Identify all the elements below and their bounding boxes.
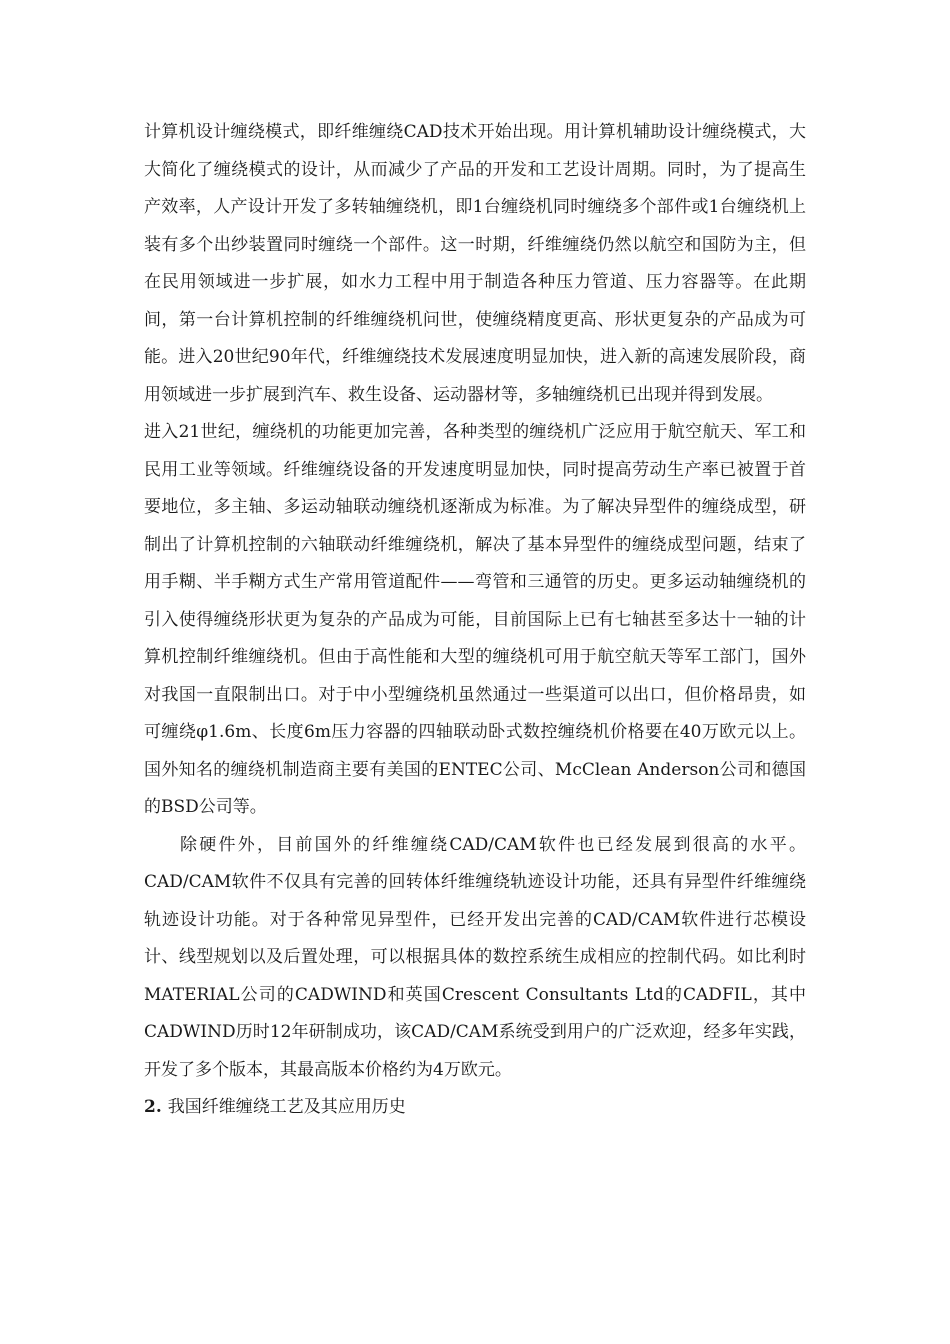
section-number: 2.: [144, 1097, 162, 1117]
paragraph-cad-history: 计算机设计缠绕模式，即纤维缠绕CAD技术开始出现。用计算机辅助设计缠绕模式，大大简化了缠绕模式的设计，从而减少了产品的开发和工艺设计周期。同时，为了提高生产效率，人产设计开发了多转轴缠绕机，即1台缠绕机同时缠绕多个部件或1台缠绕机上装有多个出纱装置同时缠绕一个部件。这一时期，纤维缠绕仍然以航空和国防为主，但在民用领域进一步扩展，如水力工程中用于制造各种压力管道、压力容器等。在此期间，第一台计算机控制的纤维缠绕机问世，使缠绕精度更高、形状更复杂的产品成为可能。进入20世纪90年代，纤维缠绕技术发展速度明显加快，进入新的高速发展阶段，商用领域进一步扩展到汽车、救生设备、运动器材等，多轴缠绕机已出现并得到发展。: [144, 122, 806, 405]
document-body: [144, 114, 806, 1127]
paragraph-software: 除硬件外，目前国外的纤维缠绕CAD/CAM软件也已经发展到很高的水平。CAD/CAM软件不仅具有完善的回转体纤维缠绕轨迹设计功能，还具有异型件纤维缠绕轨迹设计功能。对于各种常见异型件，已经开发出完善的CAD/CAM软件进行芯模设计、线型规划以及后置处理，可以根据具体的数控系统生成相应的控制代码。如比利时MATERIAL公司的CADWIND和英国Crescent Consultants Ltd的CADFIL，其中CADWIND历时12年研制成功，该CAD/CAM系统受到用户的广泛欢迎，经多年实践，开发了多个版本，其最高版本价格约为4万欧元。: [144, 834, 806, 1080]
paragraph-21st-century: 进入21世纪，缠绕机的功能更加完善，各种类型的缠绕机广泛应用于航空航天、军工和民用工业等领域。纤维缠绕设备的开发速度明显加快，同时提高劳动生产率已被置于首要地位，多主轴、多运动轴联动缠绕机逐渐成为标准。为了解决异型件的缠绕成型，研制出了计算机控制的六轴联动纤维缠绕机，解决了基本异型件的缠绕成型问题，结束了用手糊、半手糊方式生产常用管道配件——弯管和三通管的历史。更多运动轴缠绕机的引入使得缠绕形状更为复杂的产品成为可能，目前国际上已有七轴甚至多达十一轴的计算机控制纤维缠绕机。但由于高性能和大型的缠绕机可用于航空航天等军工部门，国外对我国一直限制出口。对于中小型缠绕机虽然通过一些渠道可以出口，但价格昂贵，如可缠绕φ1.6m、长度6m压力容器的四轴联动卧式数控缠绕机价格要在40万欧元以上。国外知名的缠绕机制造商主要有美国的ENTEC公司、McClean Anderson公司和德国的BSD公司等。: [144, 422, 806, 817]
section-heading: [144, 1089, 806, 1127]
section-title: 我国纤维缠绕工艺及其应用历史: [167, 1097, 406, 1117]
